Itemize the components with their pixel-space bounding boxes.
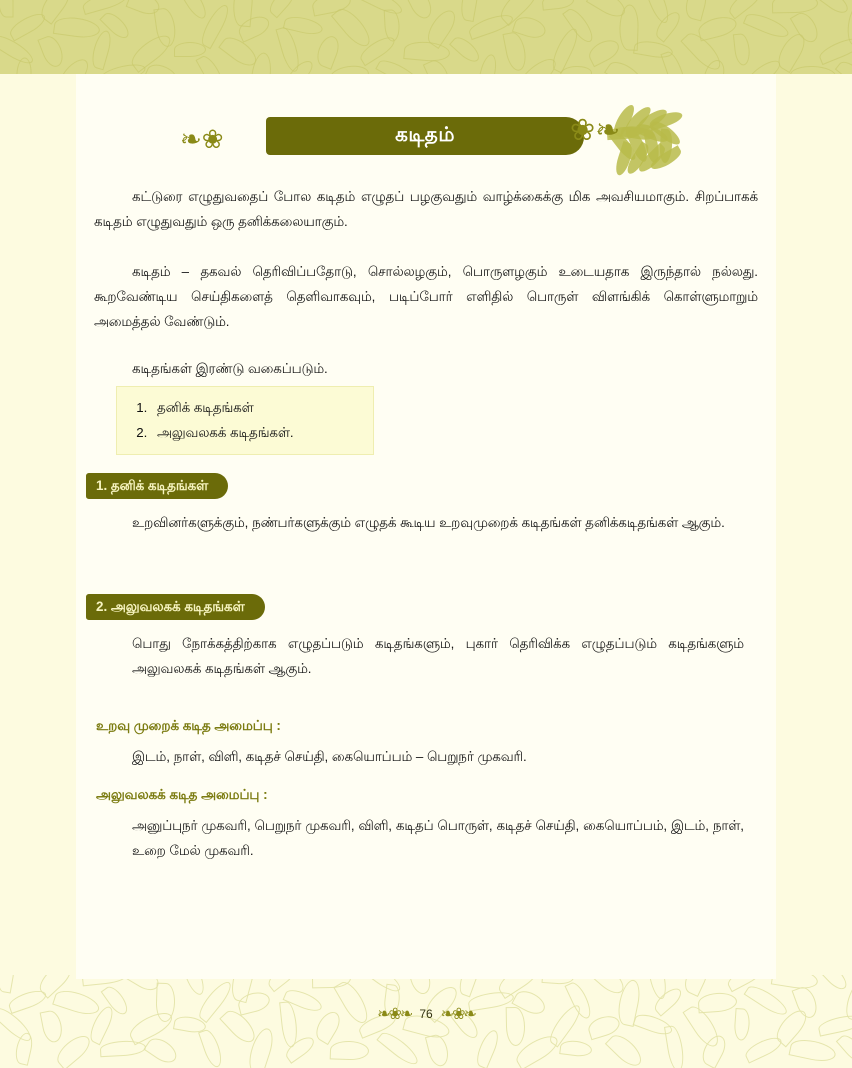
leaf-ornament-icon [817,975,850,993]
leaf-ornament-icon [37,33,66,70]
leaf-ornament-icon [143,1034,180,1068]
leaf-ornament-icon [835,58,852,74]
leaf-ornament-icon [559,1039,593,1058]
leaf-ornament-icon [403,40,450,63]
leaf-ornament-icon [743,10,791,42]
leaf-ornament-icon [449,33,483,66]
leaf-ornament-icon [330,1040,370,1060]
leaf-ornament-icon [683,0,710,21]
section4-text: அனுப்புநர் முகவரி, பெறுநர் முகவரி, விளி, கடிதப் பொருள், கடிதச் செய்தி, கையொப்பம், இடம், நாள், உறை மேல் முகவரி. [132,818,744,858]
section1-text: உறவினர்களுக்கும், நண்பர்களுக்கும் எழுதக் கூடிய உறவுமுறைக் கடிதங்கள் தனிக்கடிதங்கள் ஆகும். [132,515,725,530]
leaf-ornament-icon [817,1012,852,1036]
leaf-ornament-icon [789,1036,838,1064]
content-card [76,74,776,1023]
leaf-ornament-icon [313,33,342,70]
leaf-ornament-icon [376,1028,421,1068]
paragraph-definition: கடிதம் – தகவல் தெரிவிப்பதோடு, சொல்லழகும், பொருளழகும் உடையதாக இருந்தால் நல்லது. கூறவேண்டிய செய்திகளைத் தெளிவாகவும், படிப்போர் எளிதில் பொருள் விளங்கிக் கொள்ளுமாறும் அமைத்தல் வேண்டும். [94,264,758,329]
leaf-ornament-icon [0,0,14,18]
leaf-ornament-icon [198,1028,225,1068]
leaf-ornament-icon [664,1025,686,1068]
leaf-ornament-icon [459,0,481,22]
section-heading-official-letters: 2. அலுவலகக் கடிதங்கள் [86,594,265,620]
paragraph-types-lead: கடிதங்கள் இரண்டு வகைப்படும். [132,361,328,376]
leaf-ornament-icon [733,33,751,66]
top-decorative-band [0,0,852,74]
leaf-ornament-icon [195,53,227,74]
flourish-right-icon: ❀❧ [570,114,621,147]
list-item: 2. அலுவலகக் கடிதங்கள். [151,420,361,445]
leaf-ornament-icon [100,1040,147,1057]
section3-text: இடம், நாள், விளி, கடிதச் செய்தி, கையொப்பம் – பெறுநர் முகவரி. [132,749,527,764]
section2-text: பொது நோக்கத்திற்காக எழுதப்படும் கடிதங்களும், புகார் தெரிவிக்க எழுதப்படும் கடிதங்களும் அலுவலகக் கடிதங்கள் ஆகும். [132,636,744,676]
leaf-ornament-icon [0,975,16,994]
leaf-ornament-icon [817,34,852,65]
section-heading-personal-letters: 1. தனிக் கடிதங்கள் [86,473,228,499]
leaf-ornament-icon [7,987,49,1014]
leaf-ornament-icon [605,1030,646,1068]
footer-ornament-right-icon: ❧❀❧ [440,1006,475,1023]
types-list-box [116,386,374,455]
leaf-ornament-icon [502,31,528,73]
flourish-left-icon: ❧❀ [180,124,224,154]
paragraph-intro: கட்டுரை எழுதுவதைப் போல கடிதம் எழுதப் பழகுவதும் வாழ்க்கைக்கு மிக அவசியமாகும். சிறப்பாகக் கடிதம் எழுதுவதும் ஒரு தனிக்கலையாகும். [94,189,758,229]
leaf-ornament-icon [817,0,852,17]
title-area [76,108,776,170]
leaf-ornament-icon [604,57,647,74]
leaf-ornament-icon [743,1033,785,1063]
leaf-ornament-icon [790,65,837,74]
list-item: 1. தனிக் கடிதங்கள் [151,395,361,420]
leaf-ornament-icon [53,15,101,40]
leaf-ornament-icon [266,0,299,18]
footer-ornament-left-icon: ❧❀❧ [377,1006,412,1023]
subheading-official-letter-format: அலுவலகக் கடித அமைப்பு : [96,787,268,802]
page-number: 76 [419,1007,433,1021]
leaf-ornament-icon [660,49,689,74]
leaf-ornament-icon [174,42,206,57]
leaf-ornament-icon [425,1033,451,1068]
leaf-ornament-icon [772,0,818,13]
leaf-ornament-icon [177,0,210,22]
leaf-ornament-icon [404,0,435,22]
page-footer [76,999,776,1029]
leaf-ornament-icon [40,1009,65,1044]
page-title: கடிதம் [266,117,584,155]
leaf-ornament-icon [836,1032,852,1066]
subheading-personal-letter-format: உறவு முறைக் கடித அமைப்பு : [96,718,281,733]
